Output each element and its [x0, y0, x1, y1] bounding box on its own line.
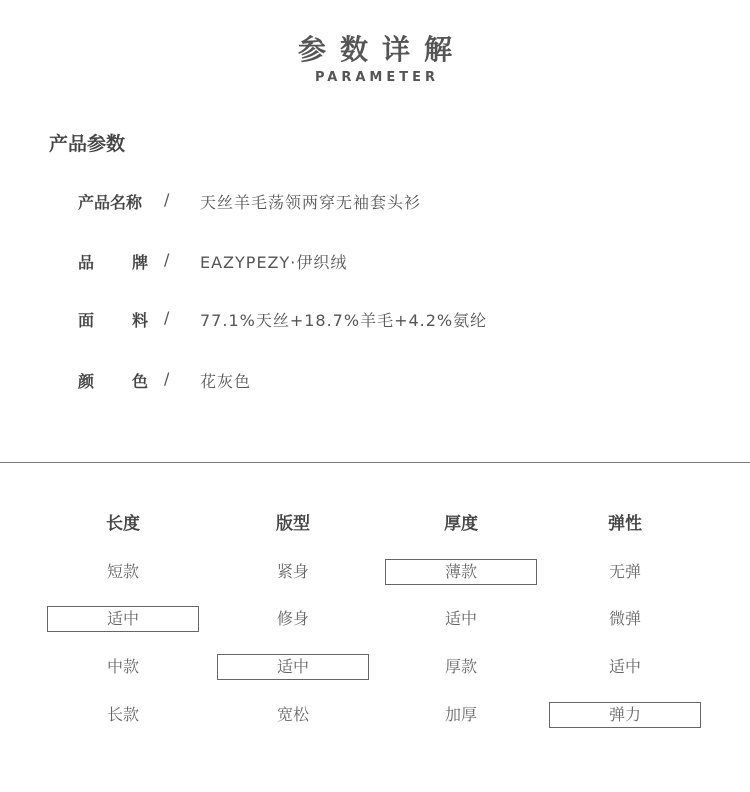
param-value: EAZYPEZY·伊织绒: [200, 253, 348, 272]
attr-option: 适中: [608, 657, 641, 676]
attr-column-thickness: [385, 510, 537, 724]
param-label: [78, 250, 148, 273]
param-label-char: 面: [78, 311, 95, 330]
param-label: 产品名称: [78, 193, 143, 212]
attr-option: 修身: [276, 609, 309, 628]
attr-option: 加厚: [444, 705, 477, 724]
param-label-char: 料: [131, 311, 148, 330]
attr-option: 短款: [106, 562, 139, 581]
param-value: 天丝羊毛荡领两穿无袖套头衫: [200, 193, 422, 212]
attr-option: 适中: [444, 609, 477, 628]
param-value: 花灰色: [200, 372, 252, 391]
attr-header: 长度: [106, 514, 140, 534]
param-value: 77.1%天丝+18.7%羊毛+4.2%氨纶: [200, 311, 488, 330]
attr-option-selected: 弹力: [549, 702, 701, 728]
param-label-char: 颜: [78, 372, 95, 391]
product-params-heading: 产品参数: [49, 133, 126, 155]
param-label-char: 牌: [131, 253, 148, 272]
param-separator: /: [164, 308, 170, 327]
param-label: [78, 369, 148, 392]
page-title: 参数详解: [297, 33, 466, 66]
attr-option: 长款: [106, 705, 139, 724]
page-subtitle: PARAMETER: [314, 70, 440, 85]
attr-column-fit: [217, 510, 369, 724]
attr-option-selected: 适中: [217, 654, 369, 680]
attr-header: 版型: [276, 514, 310, 534]
attr-option: 中款: [106, 657, 139, 676]
param-label-char: 品: [78, 253, 95, 272]
param-label-char: 色: [131, 372, 148, 391]
param-separator: /: [164, 250, 170, 269]
param-separator: /: [164, 190, 170, 209]
attr-option-selected: 适中: [47, 606, 199, 632]
attr-option: 微弹: [608, 609, 641, 628]
attr-column-length: [47, 510, 199, 724]
section-divider: [0, 462, 750, 463]
param-label: [78, 308, 148, 331]
attr-option: 宽松: [276, 705, 309, 724]
attr-option-selected: 薄款: [385, 559, 537, 585]
attr-option: 厚款: [444, 657, 477, 676]
param-separator: /: [164, 369, 170, 388]
attr-option: 紧身: [276, 562, 309, 581]
attr-column-elasticity: [549, 510, 701, 724]
attr-header: 弹性: [608, 514, 642, 534]
attr-option: 无弹: [608, 562, 641, 581]
attr-header: 厚度: [444, 514, 478, 534]
